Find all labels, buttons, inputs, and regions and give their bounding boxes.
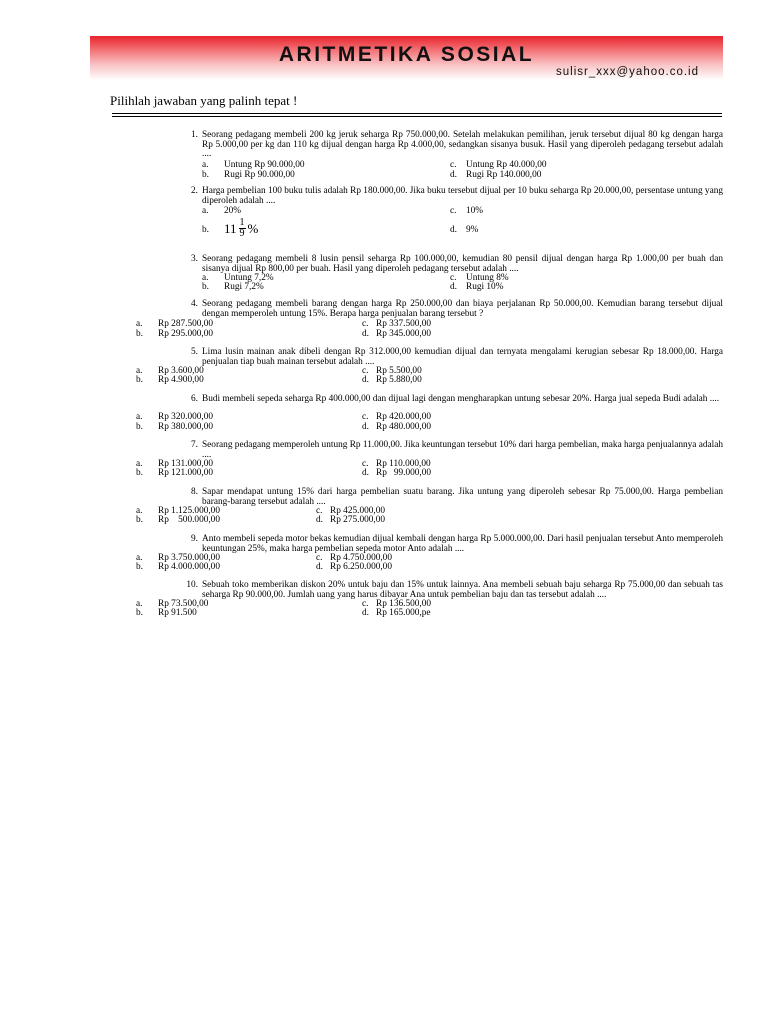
fraction-suffix: % [247,221,259,236]
option-letter: d. [362,329,369,339]
question-number: 8. [191,487,198,497]
option-letter: b. [136,422,143,432]
option-text[interactable]: Rp 3.600,00 [158,366,204,376]
option-letter: a. [136,366,143,376]
option-text[interactable]: Rp 121.000,00 [158,468,214,478]
header-banner [90,36,723,80]
option-letter: a. [136,459,143,469]
document-title: ARITMETIKA SOSIAL [278,43,535,66]
question-number: 9. [191,534,198,544]
option-text[interactable]: Rp 380.000,00 [158,422,214,432]
option-letter: a. [202,160,209,170]
option-text[interactable]: Rp 6.250.000,00 [330,562,392,572]
option-letter: c. [450,273,457,283]
option-letter: c. [450,206,457,216]
fraction-numerator: 1 [239,217,245,228]
option-text[interactable]: Rp 287.500,00 [158,319,214,329]
question-text: Seorang pedagang membeli barang dengan harga Rp 250.000,00 dan biaya perjalanan Rp 50.000,00. Kemudian barang tersebut dijual dengan memperoleh untung 15%. Berapa harga penjualan barang tersebut ? [202,299,723,319]
option-letter: b. [136,329,143,339]
option-letter: c. [450,160,457,170]
divider [112,116,722,117]
option-text[interactable]: Rp 110.000,00 [376,459,431,469]
option-letter: b. [136,608,143,618]
option-text[interactable]: Rp 136.500,00 [376,599,432,609]
option-text[interactable]: 20% [224,206,242,216]
option-letter: d. [316,515,323,525]
option-text[interactable]: Rp 99.000,00 [376,468,432,478]
option-text[interactable]: Rp 4.000.000,00 [158,562,220,572]
option-letter: b. [136,562,143,572]
option-letter: b. [136,468,143,478]
option-letter: b. [202,282,209,292]
option-letter: d. [362,375,369,385]
question-text: Sapar mendapat untung 15% dari harga pembelian suatu barang. Jika untung yang diperoleh sebesar Rp 75.000,00. Harga pembelian barang-barang tersebut adalah .... [202,487,723,507]
question-text: Anto membeli sepeda motor bekas kemudian dijual kembali dengan harga Rp 5.000.000,00. Dari hasil penjualan tersebut Anto memperoleh keuntungan 25%, maka harga pembelian sepeda motor Anto adalah .... [202,534,723,554]
option-letter: c. [362,599,369,609]
question-number: 3. [191,254,198,264]
option-text[interactable]: Untung Rp 40.000,00 [466,160,547,170]
question-text: Seorang pedagang membeli 8 lusin pensil seharga Rp 100.000,00, kemudian 80 pensil dijual dengan harga Rp 1.000,00 per buah dan sisanya dijual Rp 800,00 per buah. Hasil yang diperoleh pedagang tersebut adalah .... [202,254,723,274]
question-number: 4. [191,299,198,309]
option-text[interactable]: Rp 275.000,00 [330,515,386,525]
option-letter: d. [316,562,323,572]
instruction-text: Pilihlah jawaban yang palinh tepat ! [110,93,298,108]
option-text[interactable]: Rp 73.500,00 [158,599,209,609]
mixed-fraction [224,218,258,239]
option-text[interactable] [224,218,258,239]
option-letter: a. [136,553,143,563]
option-text[interactable]: Rp 4.750.000,00 [330,553,392,563]
option-letter: d. [450,282,457,292]
option-text[interactable]: Rp 91.500 [158,608,197,618]
question-number: 7. [191,440,198,450]
option-letter: a. [136,412,143,422]
question-text: Seorang pedagang membeli 200 kg jeruk seharga Rp 750.000,00. Setelah melakukan pemilihan, jeruk tersebut dijual 80 kg dengan harga Rp 5.000,00 per kg dan 110 kg dijual dengan harga Rp 4.000,00, sedangkan sisanya busuk. Hasil yang diperoleh pedagang tersebut adalah .... [202,130,723,159]
option-text[interactable]: Rp 5.880,00 [376,375,422,385]
option-text[interactable]: 10% [466,206,484,216]
question-number: 5. [191,347,198,357]
question-text: Harga pembelian 100 buku tulis adalah Rp 180.000,00. Jika buku tersebut dijual per 10 buku seharga Rp 20.000,00, persentase untung yang diperoleh adalah .... [202,186,723,206]
option-letter: a. [136,319,143,329]
option-letter: a. [136,599,143,609]
option-letter: b. [136,515,143,525]
option-letter: d. [450,225,457,235]
option-text[interactable]: 9% [466,225,479,235]
author-email: sulisr_xxx@yahoo.co.id [556,66,699,78]
option-letter: b. [136,375,143,385]
option-text[interactable]: Rp 320.000,00 [158,412,214,422]
option-letter: b. [202,225,209,235]
option-text[interactable]: Rugi 10% [466,282,504,292]
divider [112,113,722,114]
question-number: 2. [191,186,198,196]
option-letter: c. [316,553,323,563]
question-text: Budi membeli sepeda seharga Rp 400.000,00 dan dijual lagi dengan mengharapkan untung sebesar 20%. Harga jual sepeda Budi adalah .... [202,394,720,404]
question-text: Lima lusin mainan anak dibeli dengan Rp 312.000,00 kemudian dijual dan ternyata mengalami kerugian sebesar Rp 18.000,00. Harga penjualan tiap buah mainan tersebut adalah .... [202,347,723,367]
option-text[interactable]: Rp 4.900,00 [158,375,204,385]
option-letter: c. [362,412,369,422]
option-text[interactable]: Rugi 7,2% [224,282,264,292]
question-text: Seorang pedagang memperoleh untung Rp 11.000,00. Jika keuntungan tersebut 10% dari harga pembelian, maka harga penjualannya adalah .... [202,440,723,460]
option-text[interactable]: Rp 3.750.000,00 [158,553,220,563]
question-number: 10. [186,580,198,590]
fraction-whole: 11 [224,221,237,236]
option-text[interactable]: Rp 295.000,00 [158,329,214,339]
option-text[interactable]: Rp 337.500,00 [376,319,432,329]
question-text: Sebuah toko memberikan diskon 20% untuk baju dan 15% untuk lainnya. Ana membeli sebuah baju seharga Rp 75.000,00 dan sebuah tas seharga Rp 90.000,00. Jumlah uang yang harus dibayar Ana untuk pembelian baju dan tas tersebut adalah .... [202,580,723,600]
option-text[interactable]: Untung 8% [466,273,509,283]
option-text[interactable]: Rp 5.500,00 [376,366,422,376]
option-text[interactable]: Rp 131.000,00 [158,459,214,469]
option-letter: b. [202,170,209,180]
option-letter: c. [362,319,369,329]
option-letter: a. [136,506,143,516]
option-text[interactable]: Rp 425.000,00 [330,506,386,516]
option-letter: d. [362,468,369,478]
option-text[interactable]: Untung Rp 90.000,00 [224,160,305,170]
fraction-denominator: 9 [239,228,245,239]
option-text[interactable]: Rp 420.000,00 [376,412,432,422]
option-letter: d. [362,422,369,432]
option-letter: c. [316,506,323,516]
option-text[interactable]: Rp 1.125.000,00 [158,506,220,516]
fraction-part [239,218,246,239]
option-text[interactable]: Rp 165.000,pe [376,608,431,618]
option-text[interactable]: Rp 345.000,00 [376,329,432,339]
option-text[interactable]: Rp 480.000,00 [376,422,432,432]
option-letter: d. [450,170,457,180]
option-letter: d. [362,608,369,618]
option-letter: a. [202,206,209,216]
option-text[interactable]: Rugi Rp 90.000,00 [224,170,295,180]
question-number: 1. [191,130,198,140]
option-letter: c. [362,459,369,469]
option-text[interactable]: Rugi Rp 140.000,00 [466,170,542,180]
option-text[interactable]: Untung 7,2% [224,273,274,283]
option-letter: c. [362,366,369,376]
option-text[interactable]: Rp 500.000,00 [158,515,220,525]
question-number: 6. [191,394,198,404]
option-letter: a. [202,273,209,283]
